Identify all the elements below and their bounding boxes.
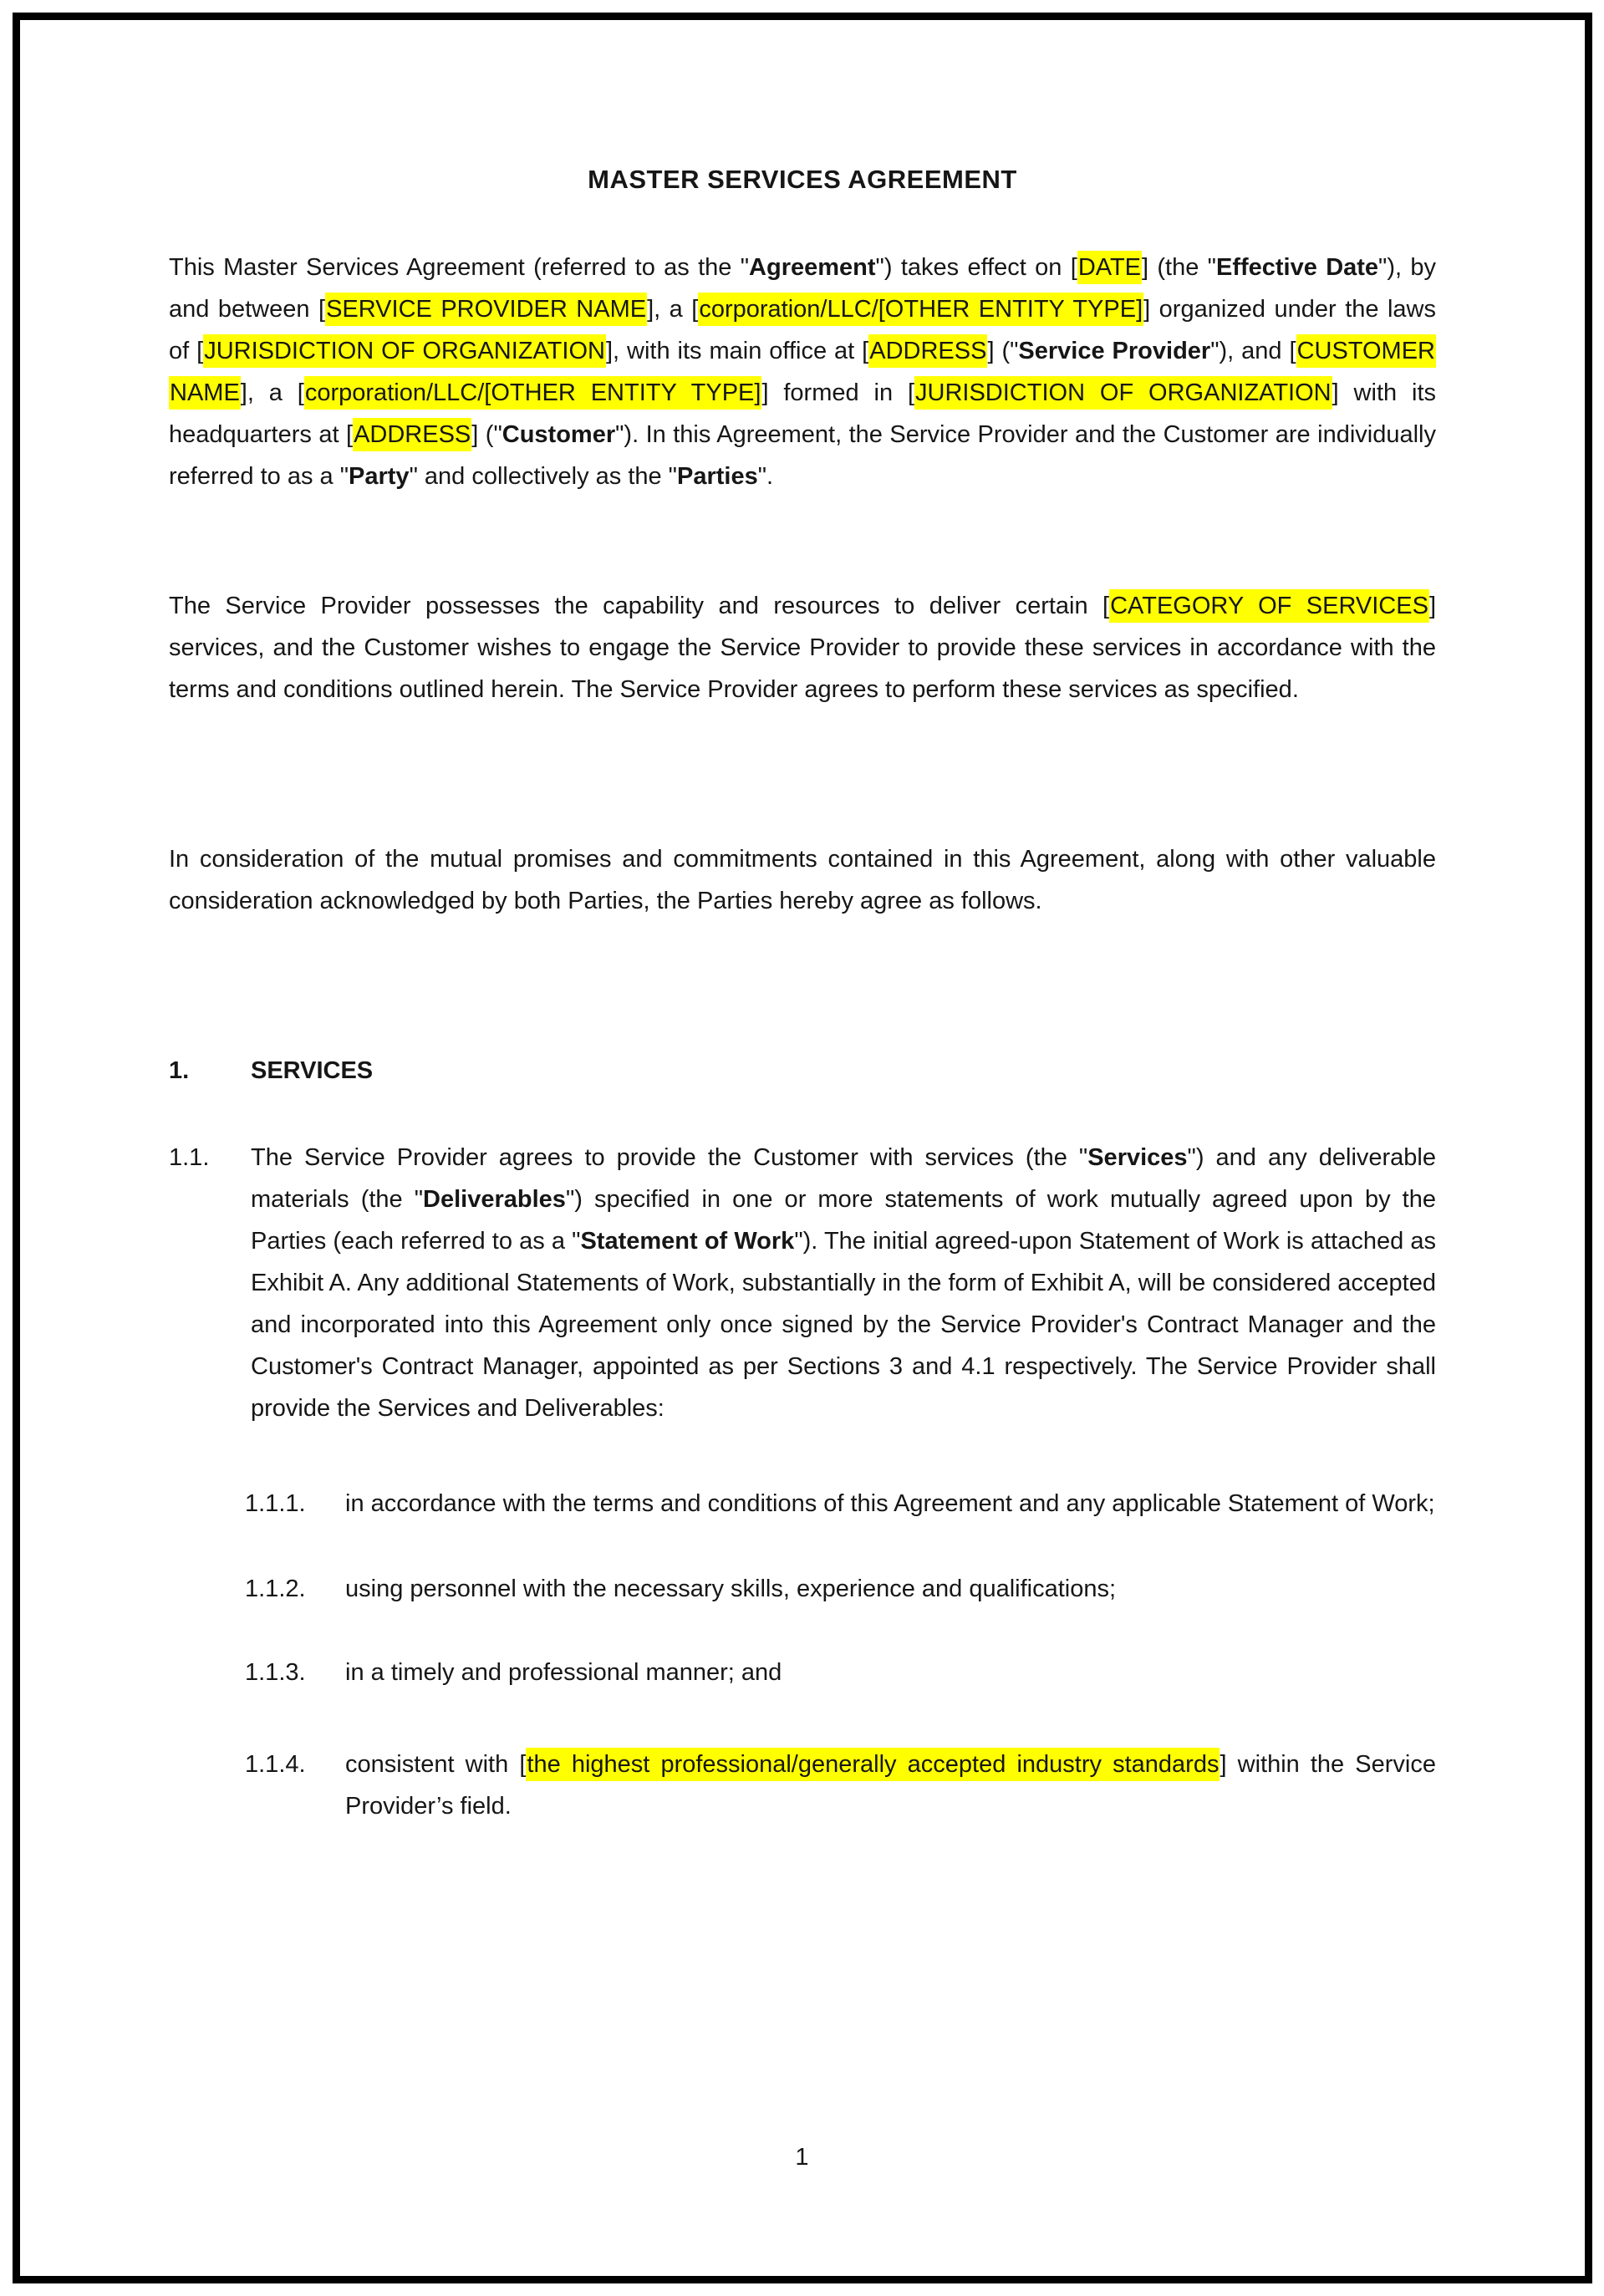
text-run: "), and [ xyxy=(1210,338,1296,364)
bold-defined-term: Service Provider xyxy=(1018,338,1211,364)
clause-1-1-2-number: 1.1.2. xyxy=(245,1576,306,1602)
clause-1-1-3-number: 1.1.3. xyxy=(245,1659,306,1686)
section-heading-label: SERVICES xyxy=(251,1057,374,1084)
clause-1-1-text xyxy=(251,1137,1436,1429)
clause-1-1-2 xyxy=(169,1568,1436,1610)
text-run: The Service Provider agrees to provide the Customer with services (the " xyxy=(251,1144,1088,1171)
clause-1-1-1 xyxy=(169,1483,1436,1525)
text-run: ], with its main office at [ xyxy=(605,338,869,364)
highlighted-placeholder: JURISDICTION OF ORGANIZATION xyxy=(203,334,606,368)
text-run: ], a [ xyxy=(647,296,699,323)
text-run: in a timely and professional manner; and xyxy=(345,1659,782,1686)
text-run: ") takes effect on [ xyxy=(875,254,1077,281)
highlighted-placeholder: ADDRESS xyxy=(353,418,471,451)
text-run: ] services, and the Customer wishes to engage the Service Provider to provide these services in accordance with the terms and conditions outlined herein. The Service Provider agrees to perform these services as specified. xyxy=(169,593,1436,703)
intro-paragraph-3 xyxy=(169,838,1436,922)
clause-1-1-1-text xyxy=(345,1483,1436,1525)
text-run: ], a [ xyxy=(240,379,304,406)
text-run: in accordance with the terms and conditions of this Agreement and any applicable Statement of Work; xyxy=(345,1490,1435,1517)
bold-defined-term: Effective Date xyxy=(1215,254,1379,281)
clause-1-1-2-text xyxy=(345,1568,1436,1610)
bold-defined-term: Agreement xyxy=(749,254,876,281)
text-run: ] formed in [ xyxy=(761,379,915,406)
highlighted-placeholder: the highest professional/generally accepted industry standards xyxy=(526,1748,1220,1781)
bold-defined-term: Party xyxy=(349,463,410,490)
text-run: " and collectively as the " xyxy=(409,463,677,490)
highlighted-placeholder: corporation/LLC/[OTHER ENTITY TYPE] xyxy=(698,293,1143,326)
highlighted-placeholder: ADDRESS xyxy=(868,334,987,368)
highlighted-placeholder: JURISDICTION OF ORGANIZATION xyxy=(914,376,1332,410)
text-run: consistent with [ xyxy=(345,1751,527,1778)
section-heading-services xyxy=(169,1050,1436,1092)
bold-defined-term: Parties xyxy=(676,463,758,490)
text-run: ] (" xyxy=(987,338,1019,364)
intro-paragraph-1 xyxy=(169,247,1436,497)
clause-1-1-1-number: 1.1.1. xyxy=(245,1490,306,1517)
text-run: "). In this Agreement, the Service Provider and the Customer are individually referred to as a " xyxy=(169,421,1437,490)
text-run: "). The initial agreed-upon Statement of Work is attached as Exhibit A. Any additional Statements of Work, substantially in the form of Exhibit A, will be considered accepted and incorporated into this Agreement only once signed by the Service Provider's Contract Manager and the Customer's Contract Manager, appointed as per Sections 3 and 4.1 respectively. The Service Provider shall provide the Services and Deliverables: xyxy=(251,1228,1436,1422)
highlighted-placeholder: CUSTOMER NAME xyxy=(169,334,1436,410)
text-run: The Service Provider possesses the capability and resources to deliver certain [ xyxy=(169,593,1110,619)
text-run: using personnel with the necessary skills, experience and qualifications; xyxy=(345,1576,1117,1602)
clause-1-1 xyxy=(169,1137,1436,1429)
page-number: 1 xyxy=(795,2144,809,2171)
text-run: ] with its headquarters at [ xyxy=(169,379,1437,448)
document-title: MASTER SERVICES AGREEMENT xyxy=(588,165,1017,194)
text-run: ") specified in one or more statements of work mutually agreed upon by the Parties (each referred to as a " xyxy=(251,1186,1436,1255)
highlighted-placeholder: corporation/LLC/[OTHER ENTITY TYPE] xyxy=(304,376,762,410)
text-run: ] organized under the laws of [ xyxy=(169,296,1436,364)
text-run: ] (the " xyxy=(1142,254,1216,281)
bold-defined-term: Services xyxy=(1087,1144,1188,1171)
bold-defined-term: Statement of Work xyxy=(580,1228,795,1255)
highlighted-placeholder: CATEGORY OF SERVICES xyxy=(1109,589,1429,623)
text-run: ] (" xyxy=(471,421,502,448)
clause-1-1-3 xyxy=(169,1652,1436,1693)
intro-paragraph-2 xyxy=(169,585,1436,710)
clause-1-1-4-number: 1.1.4. xyxy=(245,1751,306,1778)
highlighted-placeholder: SERVICE PROVIDER NAME xyxy=(325,293,647,326)
clause-1-1-number: 1.1. xyxy=(169,1144,210,1171)
text-run: This Master Services Agreement (referred to as the " xyxy=(169,254,750,281)
bold-defined-term: Customer xyxy=(502,421,616,448)
clause-1-1-3-text xyxy=(345,1652,1436,1693)
text-run: ") and any deliverable materials (the " xyxy=(251,1144,1436,1213)
text-run: ] within the Service Provider’s field. xyxy=(345,1751,1436,1820)
document-content xyxy=(169,0,1436,1827)
text-run: "), by and between [ xyxy=(169,254,1437,323)
clause-1-1-4-text xyxy=(345,1744,1436,1827)
section-number: 1. xyxy=(169,1057,190,1084)
highlighted-placeholder: DATE xyxy=(1077,251,1142,284)
clause-1-1-4 xyxy=(169,1744,1436,1827)
text-run: ". xyxy=(757,463,774,490)
bold-defined-term: Deliverables xyxy=(423,1186,566,1213)
text-run: In consideration of the mutual promises and commitments contained in this Agreement, along with other valuable consideration acknowledged by both Parties, the Parties hereby agree as follows. xyxy=(169,846,1436,914)
